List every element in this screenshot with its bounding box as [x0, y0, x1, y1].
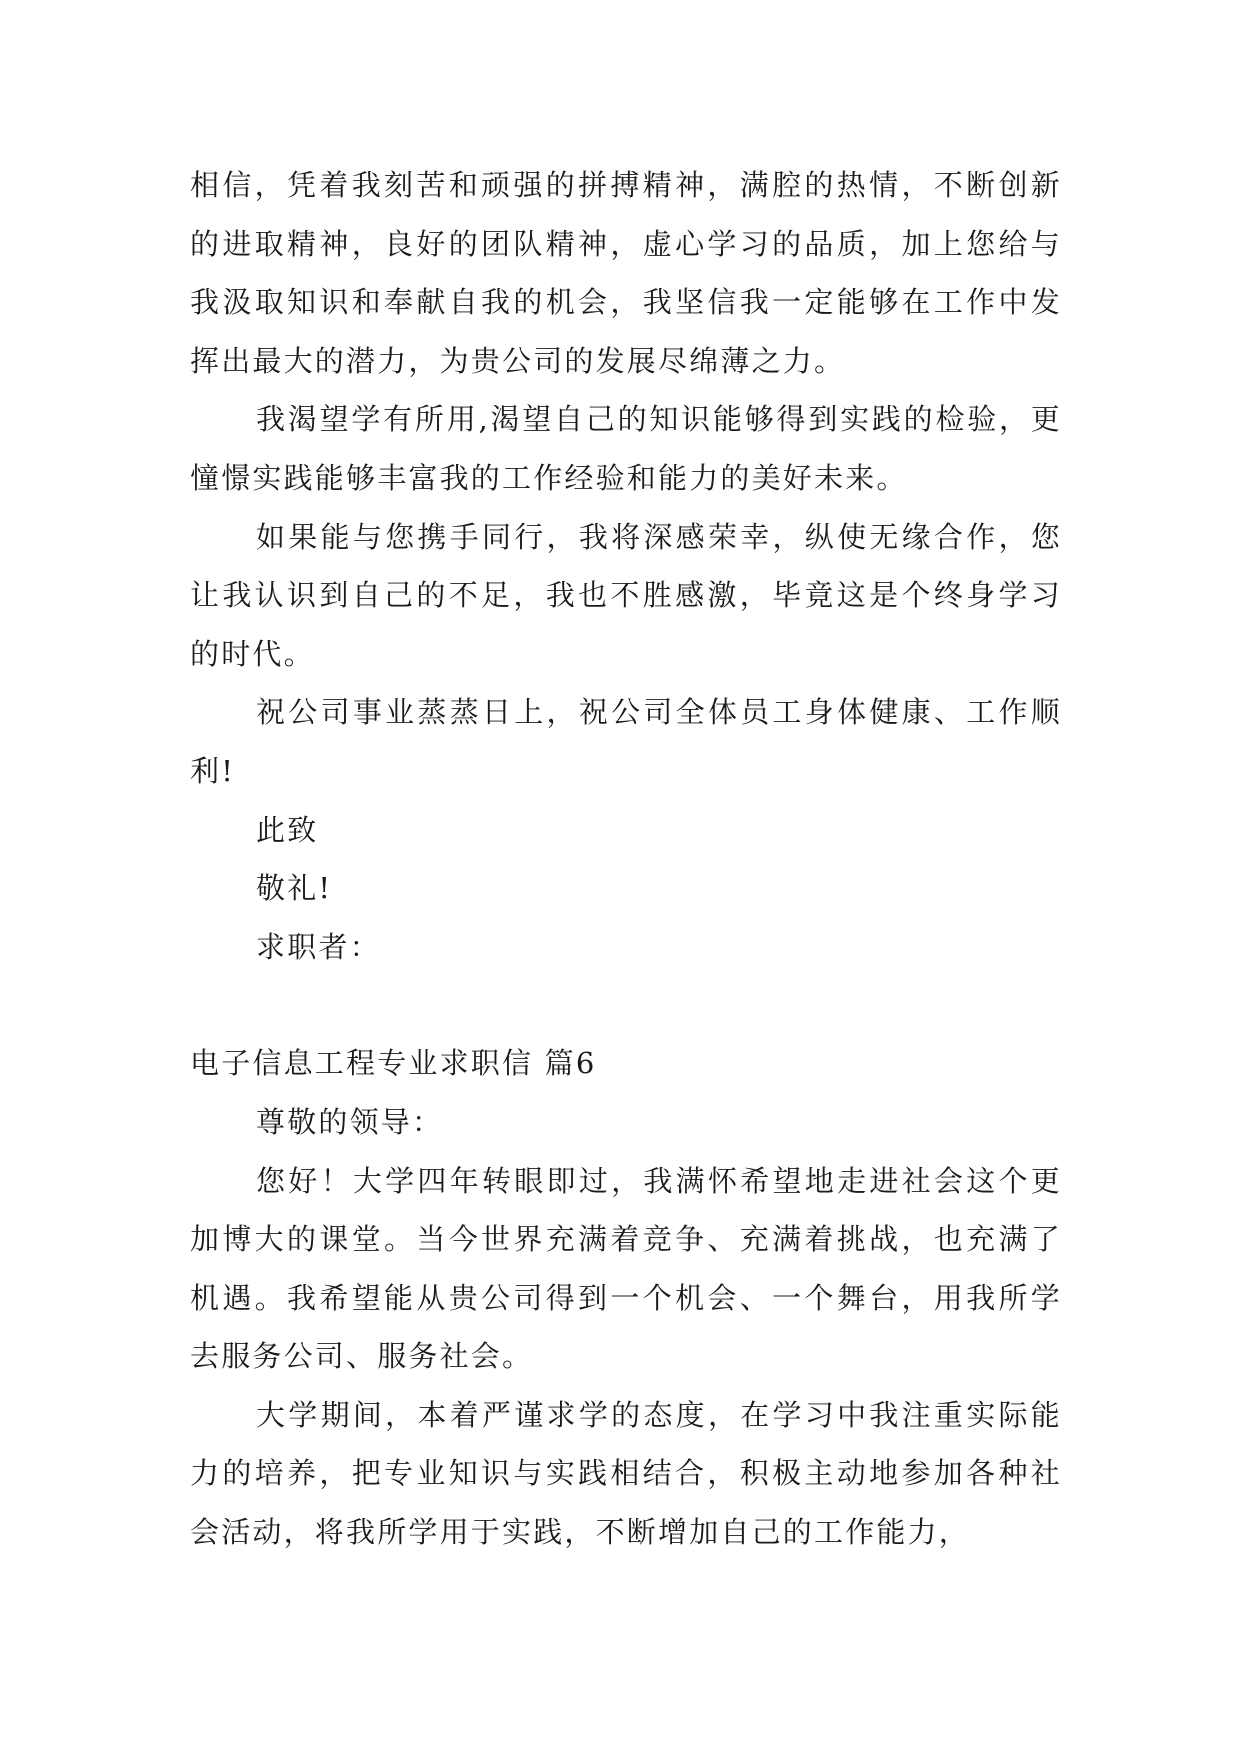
document-body [190, 156, 1062, 1562]
closing-salutation: 此致 [256, 812, 319, 847]
greeting: 尊敬的领导： [256, 1104, 444, 1139]
body-paragraph: 我渴望学有所用,渴望自己的知识能够得到实践的检验，更憧憬实践能够丰富我的工作经验和能力的美好未来。 [190, 402, 1062, 495]
body-paragraph: 大学期间，本着严谨求学的态度，在学习中我注重实际能力的培养，把专业知识与实践相结合，积极主动地参加各种社会活动，将我所学用于实践，不断增加自己的工作能力， [190, 1397, 1062, 1550]
closing-regards: 敬礼! [256, 871, 333, 906]
body-paragraph: 如果能与您携手同行，我将深感荣幸，纵使无缘合作，您让我认识到自己的不足，我也不胜感激，毕竟这是个终身学习的时代。 [190, 519, 1062, 671]
body-paragraph: 祝公司事业蒸蒸日上，祝公司全体员工身体健康、工作顺利! [190, 695, 1062, 788]
body-paragraph: 您好！大学四年转眼即过，我满怀希望地走进社会这个更加博大的课堂。当今世界充满着竞争、充满着挑战，也充满了机遇。我希望能从贵公司得到一个机会、一个舞台，用我所学去服务公司、服务社会。 [190, 1163, 1062, 1374]
body-paragraph: 相信，凭着我刻苦和顽强的拼搏精神，满腔的热情，不断创新的进取精神，良好的团队精神，虚心学习的品质，加上您给与我汲取知识和奉献自我的机会，我坚信我一定能够在工作中发挥出最大的潜力，为贵公司的发展尽绵薄之力。 [190, 168, 1062, 378]
section-heading: 电子信息工程专业求职信 篇6 [190, 1046, 597, 1081]
section-spacer [190, 976, 1062, 1034]
signature-label: 求职者： [256, 929, 381, 964]
